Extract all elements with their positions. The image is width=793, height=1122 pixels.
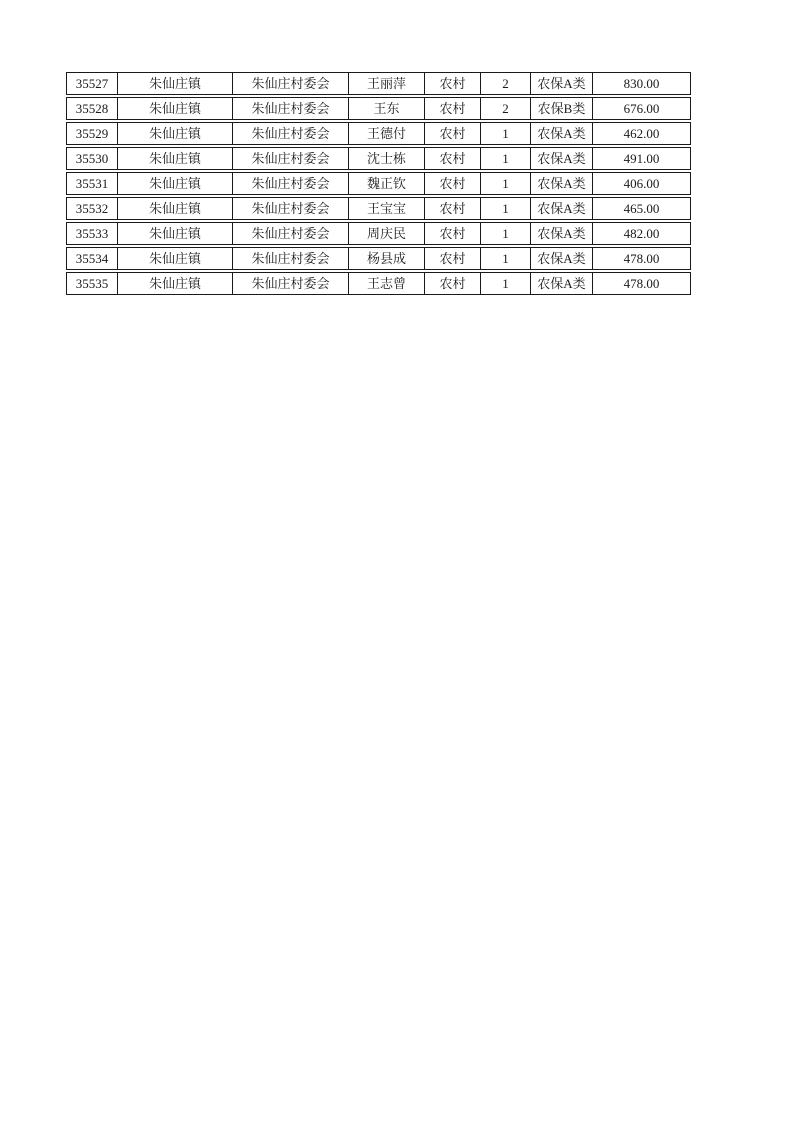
cell-residence-type: 农村: [425, 273, 481, 294]
cell-person-name: 王志曾: [349, 273, 425, 294]
cell-record-id: 35532: [67, 198, 118, 219]
table-row: [66, 272, 691, 295]
cell-person-name: 王宝宝: [349, 198, 425, 219]
cell-insurance-type: 农保A类: [531, 273, 593, 294]
cell-record-id: 35534: [67, 248, 118, 269]
table-row: [66, 97, 691, 120]
cell-village-committee: 朱仙庄村委会: [233, 173, 349, 194]
cell-amount: 406.00: [623, 176, 660, 191]
cell-amount: 478.00: [623, 276, 660, 291]
cell-village-committee: 朱仙庄村委会: [233, 148, 349, 169]
cell-town: 朱仙庄镇: [118, 248, 233, 269]
cell-record-id: 35528: [67, 98, 118, 119]
cell-residence-type: 农村: [425, 173, 481, 194]
cell-person-count: 1: [481, 198, 531, 219]
cell-insurance-type: 农保A类: [531, 123, 593, 144]
table-row: [66, 222, 691, 245]
cell-insurance-type: 农保A类: [531, 73, 593, 94]
cell-person-name: 王东: [349, 98, 425, 119]
cell-insurance-type: 农保A类: [531, 198, 593, 219]
cell-town: 朱仙庄镇: [118, 123, 233, 144]
cell-record-id: 35529: [67, 123, 118, 144]
cell-village-committee: 朱仙庄村委会: [233, 198, 349, 219]
cell-village-committee: 朱仙庄村委会: [233, 223, 349, 244]
cell-person-name: 王德付: [349, 123, 425, 144]
cell-record-id: 35531: [67, 173, 118, 194]
cell-village-committee: 朱仙庄村委会: [233, 73, 349, 94]
cell-person-name: 沈士栋: [349, 148, 425, 169]
cell-town: 朱仙庄镇: [118, 98, 233, 119]
table-row: [66, 172, 691, 195]
cell-insurance-type: 农保A类: [531, 248, 593, 269]
cell-record-id: 35533: [67, 223, 118, 244]
cell-amount: 462.00: [623, 126, 660, 141]
cell-town: 朱仙庄镇: [118, 273, 233, 294]
cell-person-name: 周庆民: [349, 223, 425, 244]
cell-record-id: 35527: [67, 73, 118, 94]
cell-amount: 465.00: [623, 201, 660, 216]
cell-residence-type: 农村: [425, 223, 481, 244]
cell-insurance-type: 农保A类: [531, 223, 593, 244]
cell-person-name: 杨县成: [349, 248, 425, 269]
cell-person-name: 王丽萍: [349, 73, 425, 94]
cell-person-count: 1: [481, 173, 531, 194]
insurance-records-table: [66, 72, 691, 295]
cell-residence-type: 农村: [425, 198, 481, 219]
table-row: [66, 147, 691, 170]
cell-insurance-type: 农保A类: [531, 173, 593, 194]
cell-person-count: 1: [481, 123, 531, 144]
cell-residence-type: 农村: [425, 248, 481, 269]
cell-person-count: 1: [481, 148, 531, 169]
table-row: [66, 247, 691, 270]
cell-insurance-type: 农保A类: [531, 148, 593, 169]
cell-village-committee: 朱仙庄村委会: [233, 273, 349, 294]
cell-record-id: 35535: [67, 273, 118, 294]
cell-person-count: 2: [481, 73, 531, 94]
cell-town: 朱仙庄镇: [118, 173, 233, 194]
cell-village-committee: 朱仙庄村委会: [233, 123, 349, 144]
cell-amount: 478.00: [623, 251, 660, 266]
cell-amount: 482.00: [623, 226, 660, 241]
cell-person-count: 1: [481, 223, 531, 244]
cell-person-count: 1: [481, 248, 531, 269]
cell-person-count: 2: [481, 98, 531, 119]
cell-residence-type: 农村: [425, 98, 481, 119]
cell-residence-type: 农村: [425, 73, 481, 94]
cell-amount: 830.00: [623, 76, 660, 91]
cell-residence-type: 农村: [425, 148, 481, 169]
cell-village-committee: 朱仙庄村委会: [233, 98, 349, 119]
table-row: [66, 72, 691, 95]
cell-residence-type: 农村: [425, 123, 481, 144]
table-row: [66, 122, 691, 145]
cell-person-name: 魏正钦: [349, 173, 425, 194]
cell-village-committee: 朱仙庄村委会: [233, 248, 349, 269]
cell-town: 朱仙庄镇: [118, 148, 233, 169]
cell-record-id: 35530: [67, 148, 118, 169]
cell-town: 朱仙庄镇: [118, 198, 233, 219]
cell-town: 朱仙庄镇: [118, 223, 233, 244]
table-row: [66, 197, 691, 220]
cell-person-count: 1: [481, 273, 531, 294]
cell-amount: 676.00: [623, 101, 660, 116]
cell-amount: 491.00: [623, 151, 660, 166]
cell-town: 朱仙庄镇: [118, 73, 233, 94]
cell-insurance-type: 农保B类: [531, 98, 593, 119]
